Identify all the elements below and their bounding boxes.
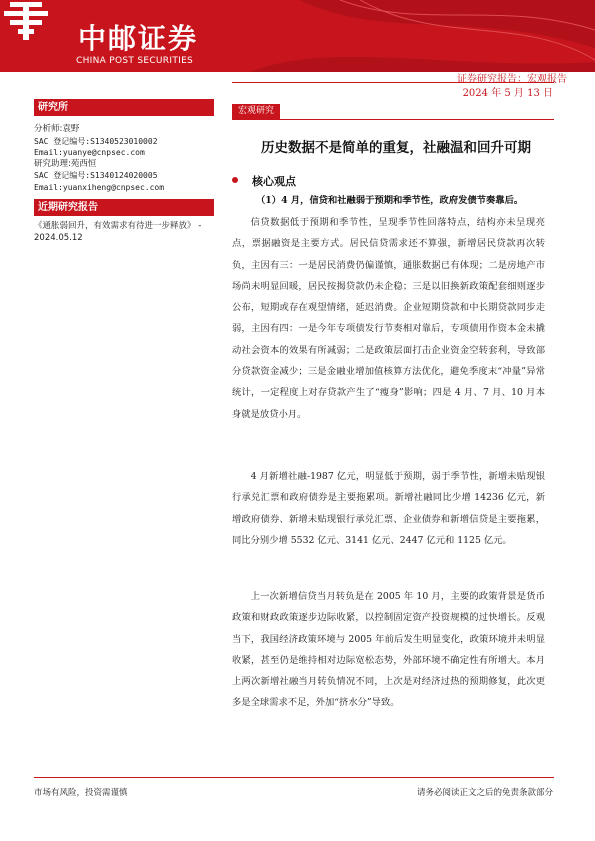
research-institute-header: 研究所: [34, 99, 214, 116]
brand-name-en: CHINA POST SECURITIES: [76, 56, 194, 66]
analyst-sac: SAC 登记编号:S1340523010002: [34, 136, 158, 146]
assistant-email[interactable]: Email:yuanxiheng@cnpsec.com: [34, 182, 165, 192]
analyst-name: 分析师:袁野: [34, 124, 80, 134]
body-paragraph: 上一次新增信贷当月转负是在 2005 年 10 月，主要的政策背景是货币政策和财政政策逐步边际收紧，以控制固定资产投资规模的过快增长。反观当下，我国经济政策环境与 2005 年前后发生明显变化，政策环境并未明显收紧，甚至仍是维持相对边际宽松态势，外部环境不确定性有所增大。本月上两次新增社融当月转负情况不同，上次是对经济过热的预期修复，此次更多是全球需求不足，外加“挤水分”导致。: [232, 591, 545, 709]
disclaimer-note: 请务必阅读正文之后的免责条款部分: [416, 788, 553, 798]
core-view-title: 核心观点: [252, 175, 296, 188]
bullet-icon: [232, 177, 238, 183]
analyst-info: [34, 124, 214, 193]
lead-point: （1）4 月，信贷和社融弱于预期和季节性，政府发债节奏靠后。: [256, 195, 524, 206]
recent-report-link[interactable]: 《通胀弱回升，有效需求有待进一步释放》 - 2024.05.12: [34, 221, 202, 243]
body-paragraph: 信贷数据低于预期和季节性，呈现季节性回落特点，结构亦未呈现亮点，票据融资是主要方式。居民信贷需求还不算强，新增居民贷款再次转负，主因有三：一是居民消费仍偏谨慎，通胀数据已有体现；二是房地产市场尚未明显回暖，居民按揭贷款仍未企稳；三是以旧换新政策配套细则逐步公布，短期或存在观望情绪，延迟消费。企业短期贷款和中长期贷款同步走弱，主因有四：一是今年专项债发行节奏相对靠后，专项债用作资本金未撬动社会资本的效果有所减弱；二是政策层面打击企业资金空转套利，导致部分贷款资金减少；三是金融业增加值核算方法优化，避免季度末“冲量”异常统计，一定程度上对存贷款产生了“瘦身”影响；四是 4 月、7 月、10 月本身就是放贷小月。: [232, 217, 545, 420]
assistant-name: 研究助理:苑西恒: [34, 158, 97, 169]
recent-reports-header: 近期研究报告: [34, 199, 214, 216]
china-post-logo-icon: [0, 0, 52, 42]
report-type: 证券研究报告：宏观报告: [457, 74, 567, 85]
sidebar: [34, 99, 214, 244]
report-date: 2024 年 5 月 13 日: [462, 88, 553, 99]
core-view-heading: [232, 173, 532, 188]
section-header: [232, 104, 554, 120]
header-banner: [0, 0, 595, 72]
body-paragraph: 4 月新增社融-1987 亿元，明显低于预期，弱于季节性，新增未贴现银行承兑汇票和政府债券是主要拖累项。新增社融同比少增 14236 亿元，新增政府债券、新增未贴现银行承兑汇票、企业债券和新增信贷是主要拖累，同比分别少增 5532 亿元、3141 亿元、2447 亿元和 1125 亿元。: [232, 471, 545, 546]
brand-name-cn: 中邮证券: [78, 22, 199, 55]
footer-divider: [34, 777, 554, 778]
paragraph-1-block: [232, 212, 545, 425]
assistant-sac: SAC 登记编号:S1340124020005: [34, 171, 158, 180]
report-title: 历史数据不是简单的重复，社融温和回升可期: [261, 140, 531, 156]
section-tag: 宏观研究: [232, 104, 280, 119]
paragraph-3-block: [232, 586, 545, 714]
paragraph-2-block: [232, 466, 545, 551]
analyst-email[interactable]: Email:yuanye@cnpsec.com: [34, 148, 145, 157]
risk-warning: 市场有风险，投资需谨慎: [34, 788, 128, 798]
